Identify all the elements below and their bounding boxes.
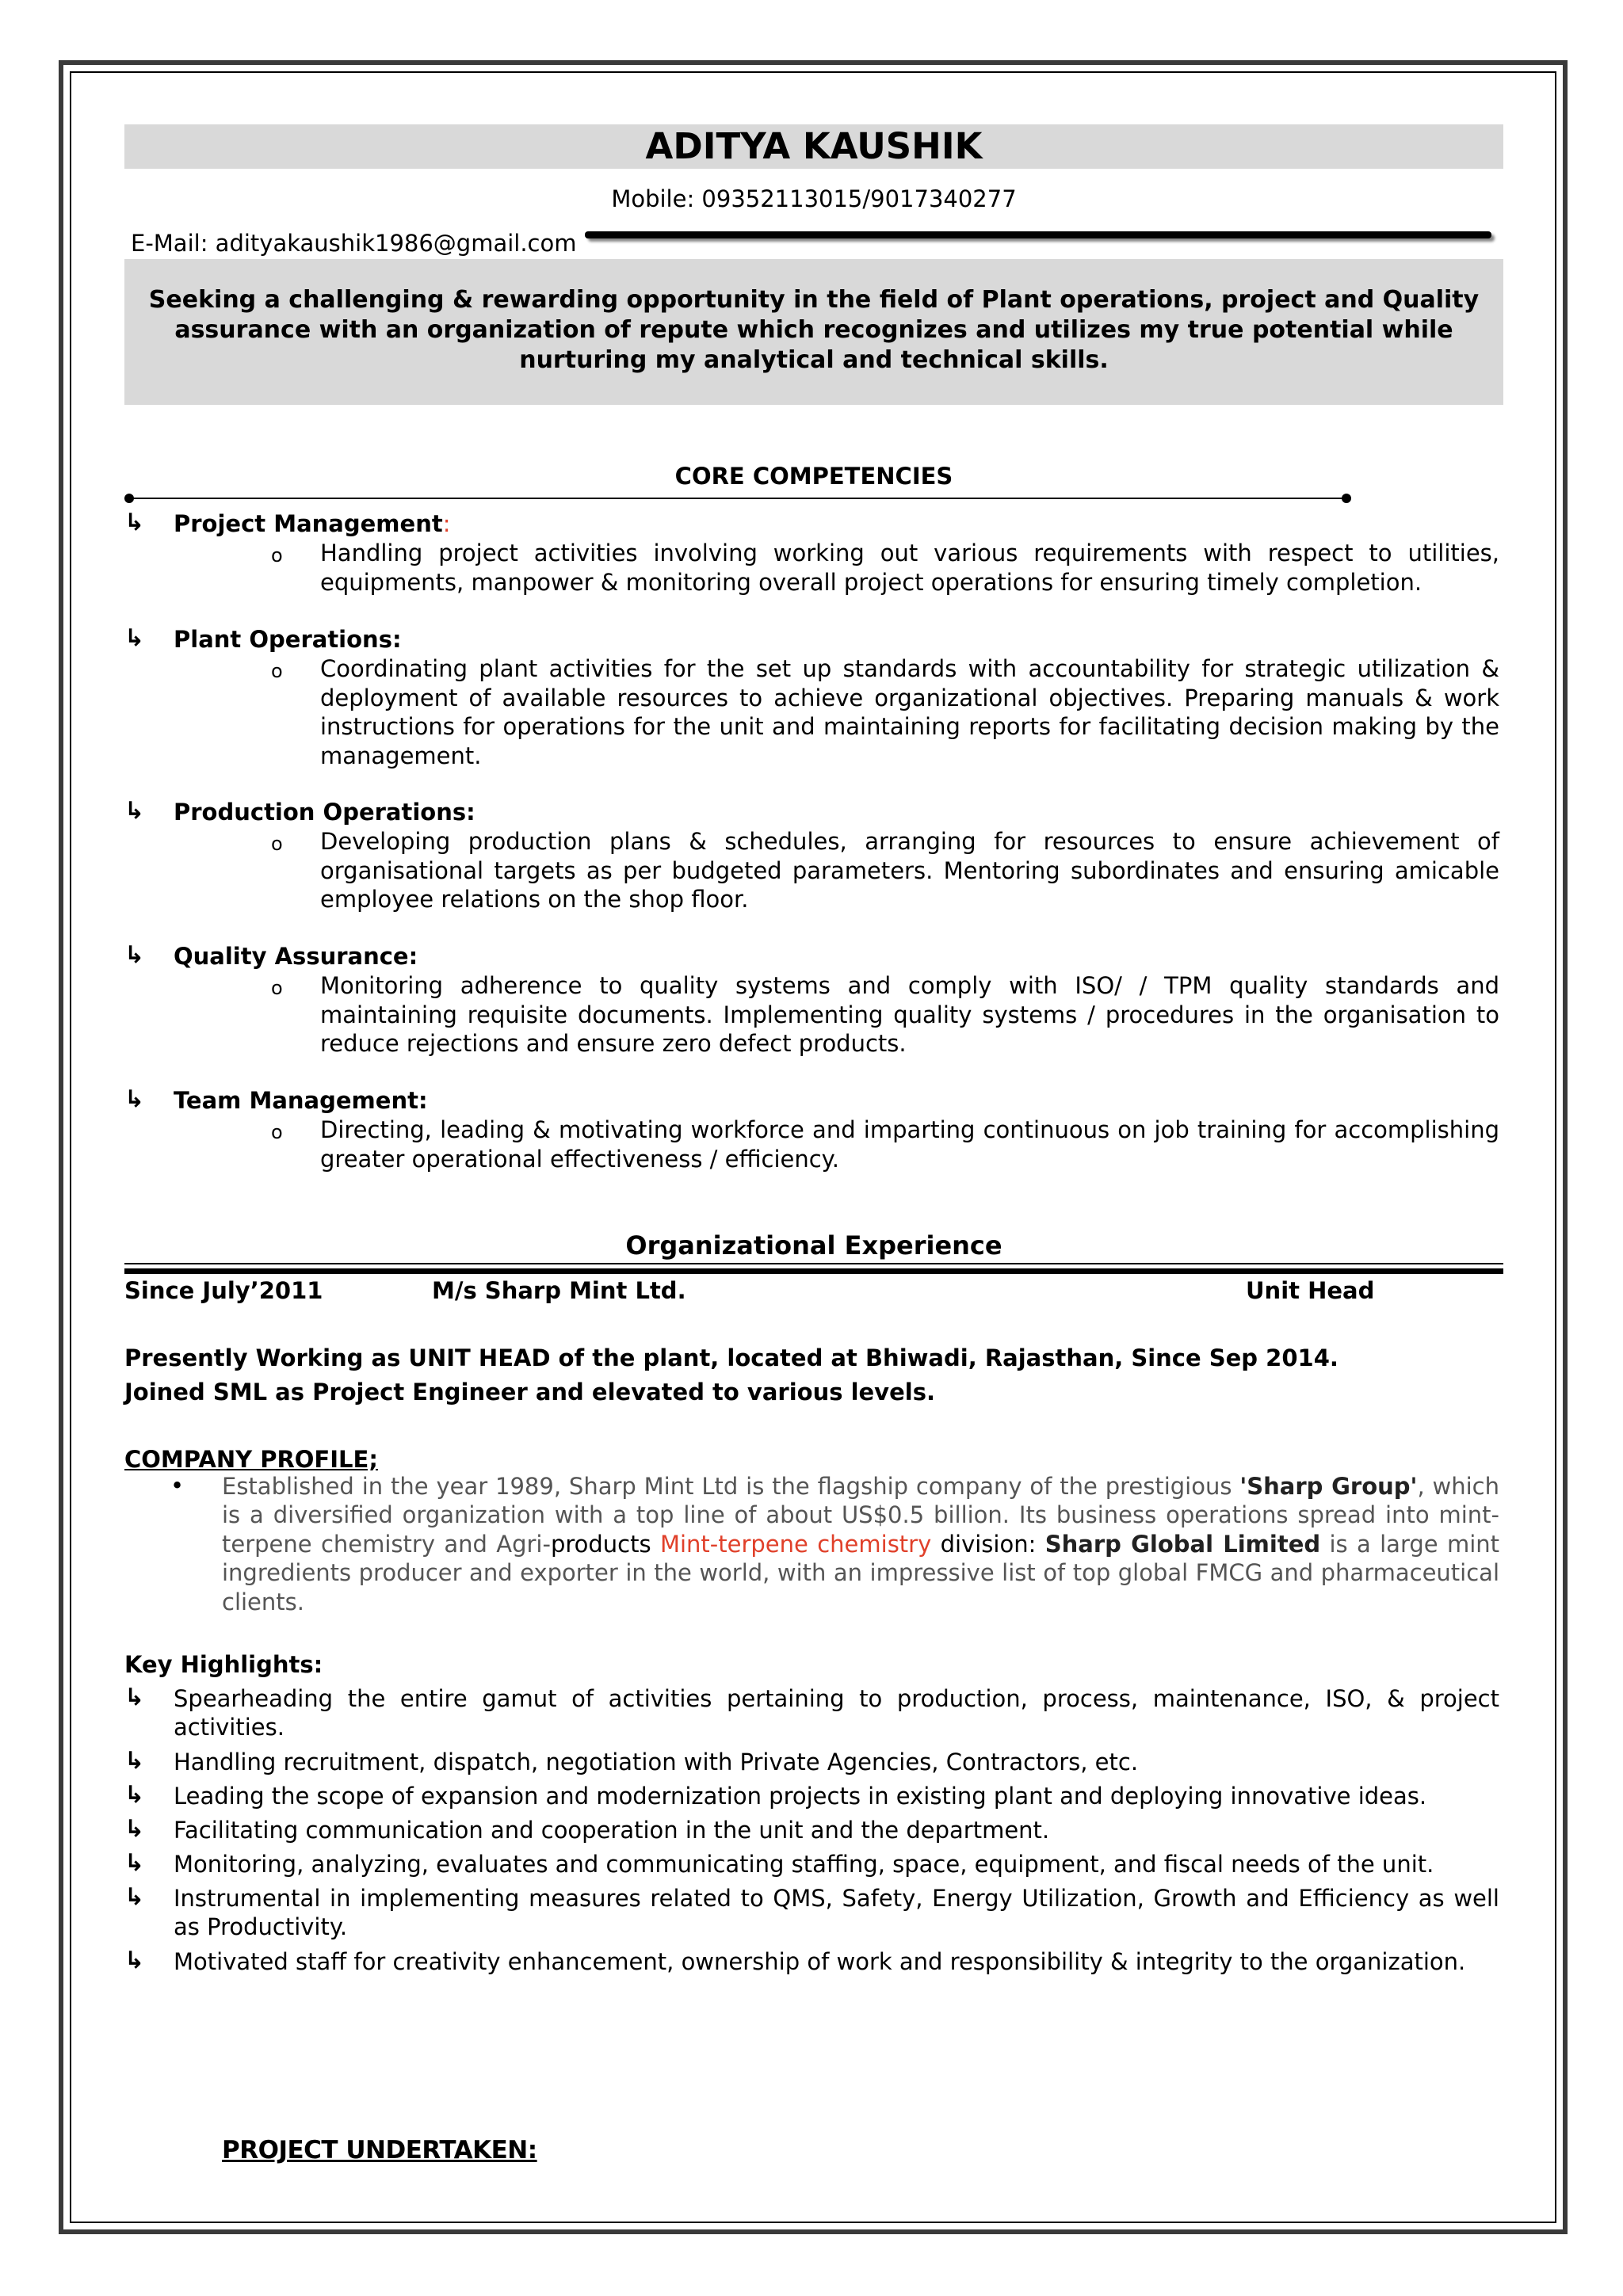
competency-text: Handling project activities involving working out various requirements with respect to utilities, equipments, manpower & monitoring overall project operations for ensuring timely completion. [320, 540, 1499, 596]
highlight-item: Handling recruitment, dispatch, negotiation with Private Agencies, Contractors, etc. [174, 1749, 1139, 1775]
experience-joining: Joined SML as Project Engineer and elevated to various levels. [124, 1379, 935, 1405]
experience-since: Since July’2011 [124, 1277, 323, 1304]
competency-heading: Plant Operations: [174, 626, 402, 653]
circle-bullet-icon: o [271, 660, 283, 682]
arrow-bullet-icon: ↳ [124, 1085, 145, 1113]
mobile-number: Mobile: 09352113015/9017340277 [611, 185, 1017, 212]
divider-dot-right [1342, 494, 1351, 503]
arrow-bullet-icon: ↳ [124, 1747, 145, 1775]
competency-text: Coordinating plant activities for the set up standards with accountability for strategic utilization & deployment of available resources to achieve organizational objectives. Preparing manuals & work instructions for operations for the unit and maintaining reports for facilitating decision making by the management. [320, 655, 1499, 769]
company-profile-title: COMPANY PROFILE; [124, 1446, 378, 1473]
arrow-bullet-icon: ↳ [124, 1883, 145, 1911]
circle-bullet-icon: o [271, 1121, 283, 1143]
highlight-item: Facilitating communication and cooperation in the unit and the department. [174, 1817, 1050, 1844]
arrow-bullet-icon: ↳ [124, 1684, 145, 1711]
company-profile-text: Established in the year 1989, Sharp Mint Ltd is the flagship company of the prestigious 'Sharp Group', which is a diversified organization with a top line of about US$0.5 billion. Its business operations spread into mint-terpene chemistry and Agri-products Mint-terpene chemistry division: Sharp Global Limited is a large mint ingredients producer and exporter in the world, with an impressive list of top global FMCG and pharmaceutical clients. [222, 1473, 1500, 1615]
header-divider [585, 231, 1491, 238]
experience-current-position: Presently Working as UNIT HEAD of the plant, located at Bhiwadi, Rajasthan, Since Sep 2014. [124, 1344, 1338, 1371]
highlight-item: Monitoring, analyzing, evaluates and communicating staffing, space, equipment, and fiscal needs of the unit. [174, 1851, 1434, 1878]
highlight-item: Spearheading the entire gamut of activities pertaining to production, process, maintenance, ISO, & project activities. [174, 1685, 1499, 1741]
competencies-divider [128, 498, 1346, 499]
objective-box [124, 259, 1503, 405]
circle-bullet-icon: o [271, 544, 283, 566]
experience-rule-thin [124, 1263, 1503, 1264]
experience-rule-thick [124, 1268, 1503, 1274]
arrow-bullet-icon: ↳ [124, 509, 145, 536]
divider-dot-left [124, 494, 134, 503]
competency-text: Directing, leading & motivating workforce and imparting continuous on job training for accomplishing greater operational effectiveness / efficiency. [320, 1116, 1499, 1173]
competency-heading: Production Operations: [174, 799, 475, 826]
arrow-bullet-icon: ↳ [124, 1815, 145, 1843]
email-address: E-Mail: adityakaushik1986@gmail.com [131, 230, 577, 257]
competency-heading: Quality Assurance: [174, 943, 418, 970]
project-undertaken-title: PROJECT UNDERTAKEN: [222, 2136, 537, 2164]
candidate-name: ADITYA KAUSHIK [124, 124, 1503, 169]
experience-company: M/s Sharp Mint Ltd. [432, 1277, 686, 1304]
competency-heading: Project Management: [174, 510, 451, 537]
experience-role: Unit Head [1246, 1277, 1375, 1304]
arrow-bullet-icon: ↳ [124, 1781, 145, 1809]
competency-heading: Team Management: [174, 1087, 428, 1114]
highlight-item: Leading the scope of expansion and modernization projects in existing plant and deploying innovative ideas. [174, 1783, 1427, 1810]
arrow-bullet-icon: ↳ [124, 624, 145, 652]
circle-bullet-icon: o [271, 977, 283, 999]
competency-text: Developing production plans & schedules, arranging for resources to ensure achievement of organisational targets as per budgeted parameters. Mentoring subordinates and ensuring amicable employee relations on the shop floor. [320, 828, 1499, 913]
arrow-bullet-icon: ↳ [124, 1849, 145, 1877]
experience-title: Organizational Experience [625, 1230, 1002, 1261]
arrow-bullet-icon: ↳ [124, 941, 145, 969]
profile-bullet-icon: • [170, 1472, 185, 1499]
competency-text: Monitoring adherence to quality systems and comply with ISO/ / TPM quality standards and maintaining requisite documents. Implementing quality systems / procedures in the organisation to reduce rejections and ensure zero defect products. [320, 972, 1499, 1057]
core-competencies-title: CORE COMPETENCIES [674, 463, 953, 490]
arrow-bullet-icon: ↳ [124, 797, 145, 825]
highlight-item: Instrumental in implementing measures related to QMS, Safety, Energy Utilization, Growth and Efficiency as well as Productivity. [174, 1885, 1499, 1940]
key-highlights-title: Key Highlights: [124, 1651, 323, 1678]
objective-text: Seeking a challenging & rewarding opportunity in the field of Plant operations, project and Quality assurance with an organization of repute which recognizes and utilizes my true potential while nurturing my analytical and technical skills. [148, 286, 1480, 374]
arrow-bullet-icon: ↳ [124, 1947, 145, 1974]
circle-bullet-icon: o [271, 833, 283, 855]
highlight-item: Motivated staff for creativity enhancement, ownership of work and responsibility & integrity to the organization. [174, 1948, 1466, 1975]
